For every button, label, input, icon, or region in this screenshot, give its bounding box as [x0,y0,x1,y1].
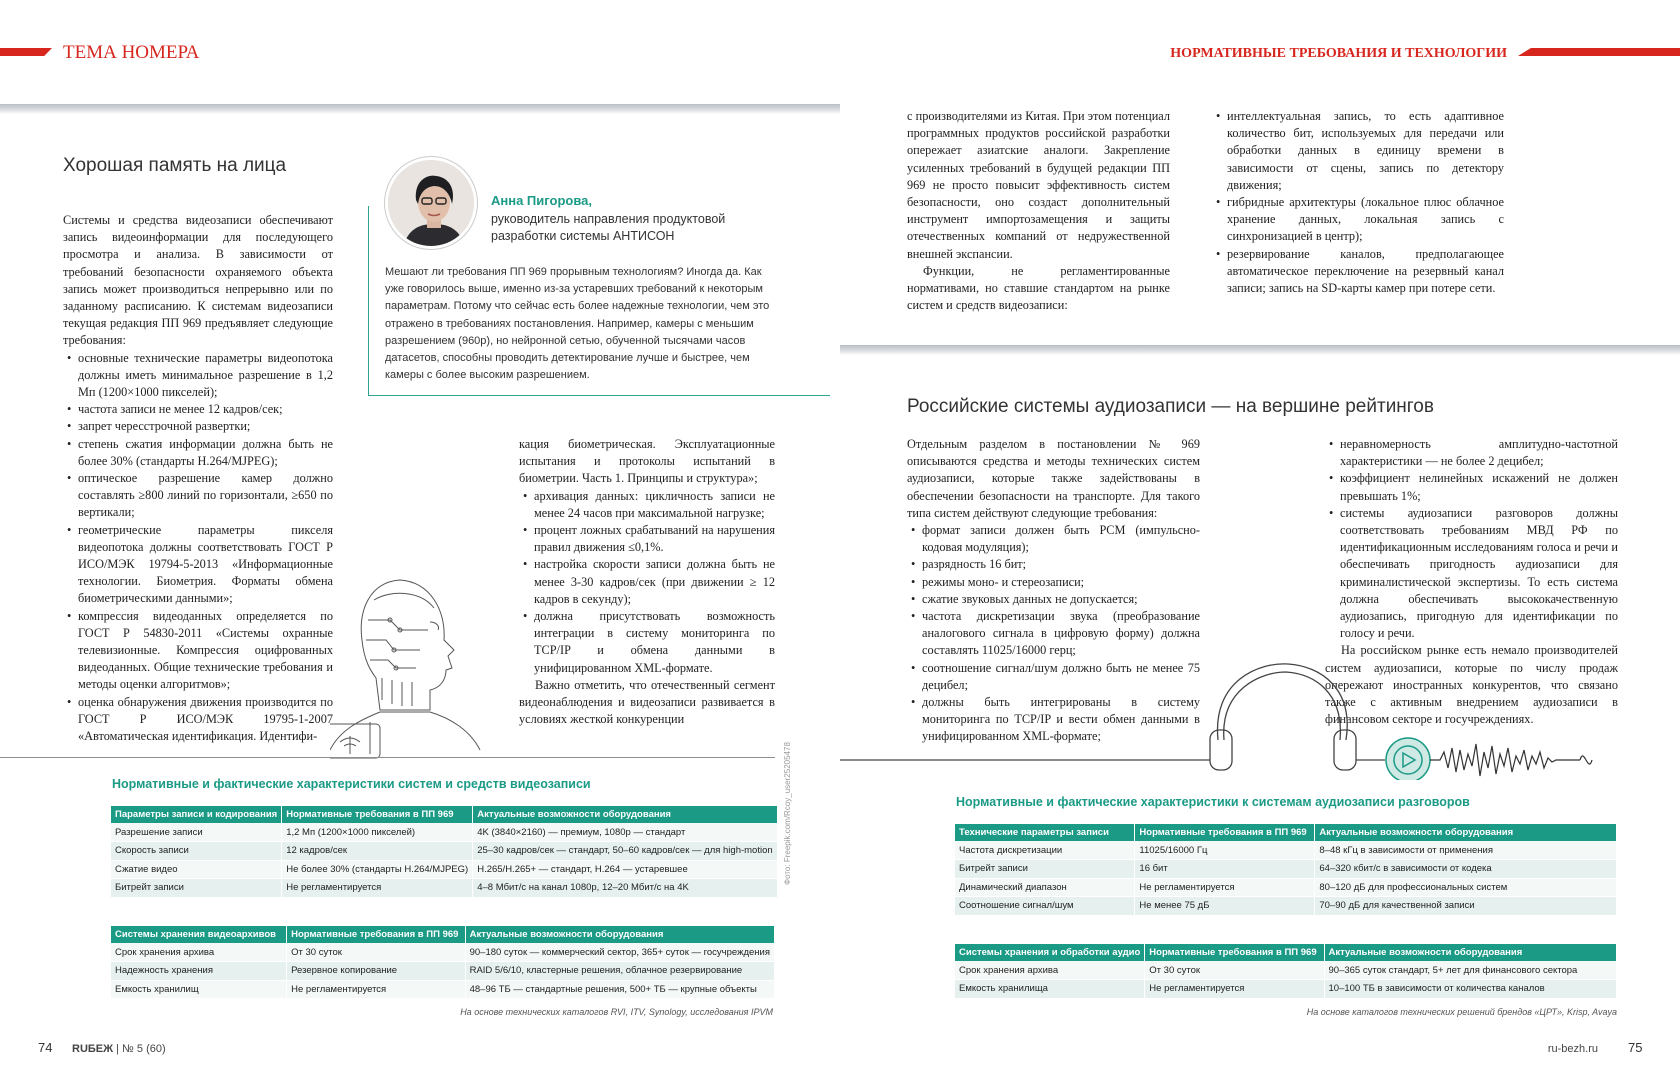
page-number-left: 74 [38,1040,53,1055]
list-item: • формат записи должен быть PCM (импульсно-кодовая модуляция); [922,522,1200,556]
table-cell: Срок хранения архива [955,961,1145,980]
list-item: • оптическое разрешение камер должно составлять ≥800 линий по горизонтали, ≥650 по вертикали; [78,470,333,522]
table-header-row [955,824,1617,841]
video-market-paragraph: Важно отметить, что отечественный сегмент видеонаблюдения и видеозаписи развивается в условиях жесткой конкуренции [519,677,775,727]
audio-table-technical [955,824,1617,916]
video-right-column-2 [1212,108,1504,297]
video-competition-paragraph: с производителями из Китая. При этом потенциал программных продуктов российской разработки опережает азиатские аналоги. Закрепление усиленных требований в будущей редакции ПП 969 не просто повысит эффективность систем безопасности, оно создаст дополнительный инструмент импортозамещения и защиты отечественных компаний от недружественной внешней экспансии. [907,109,1170,261]
list-item: • архивация данных: цикличность записи не менее 24 часов при максимальной нагрузке; [534,488,775,522]
table-header-cell: Параметры записи и кодирования [111,806,282,823]
table-cell: Разрешение записи [111,823,282,842]
table-cell: Битрейт записи [111,879,282,898]
table-cell: 8–48 кГц в зависимости от применения [1315,841,1617,860]
list-item: • соотношение сигнал/шум должно быть не менее 75 децибел; [922,660,1200,694]
table-header-cell: Нормативные требования в ПП 969 [1145,944,1324,961]
list-item: • режимы моно- и стереозаписи; [922,574,1200,591]
table-row [955,961,1617,980]
audio-table-storage [955,944,1617,999]
video-column-2 [519,436,775,728]
table-cell: 80–120 дБ для профессиональных систем [1315,878,1617,897]
table-cell: 4–8 Мбит/с на канал 1080p, 12–20 Мбит/с на 4K [473,879,777,898]
issue-number: | № 5 (60) [116,1043,166,1055]
video-continuation: кация биометрическая. Эксплуатационные испытания и протоколы испытаний в биометрии. Часть 1. Принципы и структура»; [519,437,775,486]
table-header-cell: Нормативные требования в ПП 969 [1135,824,1315,841]
list-item: • компрессия видеоданных определяется по ГОСТ Р 54830-2011 «Системы охранные телевизионные. Компрессия оцифрованных видеоданных. Общие технические требования и методы оценки алгоритмов»; [78,608,333,694]
section-title: ТЕМА НОМЕРА [63,42,200,63]
video-table-storage [111,926,775,999]
video-table-title: Нормативные и фактические характеристики систем и средств видеозаписи [112,777,591,791]
table-cell: 12 кадров/сек [282,842,473,861]
table-cell: Частота дискретизации [955,841,1135,860]
table-header-cell: Нормативные требования в ПП 969 [287,926,465,943]
table-cell: Не более 30% (стандарты H.264/MJPEG) [282,860,473,879]
list-item: • системы аудиозаписи разговоров должны соответствовать требованиям МВД РФ по идентификационным исследованиям голоса и речи и обеспечивать пригодность аудиозаписи для криминалистической экспертизы. То есть система должна обеспечивать высококачественную аудиозапись, пригодную для идентификации по голосу и речи. [1340,505,1618,643]
footer-magazine [72,1043,166,1055]
audio-market-paragraph: На российском рынке есть немало производителей систем аудиозаписи, которые по числу продаж опережают иностранных конкурентов, что связано также с активным внедрением аудиозаписи в финансовом секторе и госучреждениях. [1325,643,1618,727]
video-table-source: На основе технических каталогов RVI, ITV, Synology, исследования IPVM [460,1007,773,1017]
site-link[interactable]: ru-bezh.ru [1547,1043,1598,1055]
table-cell: Не регламентируется [282,879,473,898]
expert-name: Анна Пигорова, [491,193,592,208]
table-row [111,980,775,999]
rubric-title: НОРМАТИВНЫЕ ТРЕБОВАНИЯ И ТЕХНОЛОГИИ [1170,46,1507,61]
video-requirements-list-2 [519,488,775,677]
table-header-row [111,806,777,823]
video-requirements-list [63,350,333,746]
video-column-1 [63,212,333,745]
list-item: • оценка обнаружения движения производится по ГОСТ Р ИСО/МЭК 19795-1-2007 «Автоматическая идентификация. Идентифи- [78,694,333,746]
table-header-cell: Актуальные возможности оборудования [473,806,777,823]
table-cell: Резервное копирование [287,962,465,981]
table-cell: Емкость хранилищ [111,980,287,999]
list-item: • запрет чересстрочной развертки; [78,418,333,435]
table-cell: H.265/H.265+ — стандарт, H.264 — устаревшее [473,860,777,879]
video-right-column-1 [907,108,1170,314]
video-functions-list [1212,108,1504,297]
list-item: • геометрические параметры пикселя видеопотока должны соответствовать ГОСТ Р ИСО/МЭК 19794-5-2013 «Информационные технологии. Биометрия. Форматы обмена биометрическими данными»; [78,522,333,608]
divider-band-left [0,104,840,114]
header-right-bar [1518,48,1680,56]
audio-table-title: Нормативные и фактические характеристики к системам аудиозаписи разговоров [956,795,1470,809]
table-cell: Сжатие видео [111,860,282,879]
table-row [111,860,777,879]
table-row [111,823,777,842]
table-header-row [111,926,775,943]
table-cell: 1,2 Мп (1200×1000 пикселей) [282,823,473,842]
table-cell: От 30 суток [287,943,465,962]
avatar [385,157,477,249]
headphones-waveform-illustration-icon [840,660,1680,780]
table-cell: Не менее 75 дБ [1135,897,1315,916]
table-cell: RAID 5/6/10, кластерные решения, облачное резервирование [465,962,774,981]
table-cell: Не регламентируется [1135,878,1315,897]
table-cell: Надежность хранения [111,962,287,981]
video-intro: Системы и средства видеозаписи обеспечивают запись видеоинформации для последующего просмотра и анализа. В зависимости от требований безопасности охраняемого объекта запись может производиться непрерывно или по заданному расписанию. К системам видеозаписи текущая редакция ПП 969 предъявляет следующие требования: [63,213,333,348]
table-cell: Не регламентируется [287,980,465,999]
table-cell: Скорость записи [111,842,282,861]
list-item: • должна присутствовать возможность интеграции в систему мониторинга по TCP/IP и обмена данными в унифицированном XML-формате. [534,608,775,677]
table-row [955,860,1617,879]
article-heading-audio: Российские системы аудиозаписи — на вершине рейтингов [907,396,1434,417]
table-cell: 48–96 ТБ — стандартные решения, 500+ ТБ — крупные объекты [465,980,774,999]
table-header-cell: Системы хранения видеоархивов [111,926,287,943]
table-cell: Не регламентируется [1145,980,1324,999]
divider-band-right [840,345,1680,355]
expert-role: руководитель направления продуктовой разработки системы АНТИСОН [491,212,726,243]
list-item: • разрядность 16 бит; [922,556,1200,573]
table-cell: От 30 суток [1145,961,1324,980]
video-table-recording [111,806,778,898]
table-cell: Динамический диапазон [955,878,1135,897]
table-header-cell: Актуальные возможности оборудования [1315,824,1617,841]
table-row [111,962,775,981]
page-number-right: 75 [1628,1040,1643,1055]
table-cell: 64–320 кбит/с в зависимости от кодека [1315,860,1617,879]
table-row [955,841,1617,860]
magazine-name: RUБЕЖ [72,1043,114,1055]
table-row [955,980,1617,999]
robot-head-illustration-icon [330,560,500,760]
list-item: • резервирование каналов, предполагающее автоматическое переключение на резервный канал записи; запись на SD-карты камер при потере сети. [1227,246,1504,298]
list-item: • настройка скорости записи должна быть не менее 3-30 кадров/сек (при движении ≥ 12 кадров в секунду); [534,556,775,608]
video-functions-intro: Функции, не регламентированные нормативами, но ставшие стандартом на рынке систем и средств видеозаписи: [907,263,1170,313]
table-cell: 10–100 ТБ в зависимости от количества каналов [1324,980,1617,999]
table-cell: Соотношение сигнал/шум [955,897,1135,916]
table-cell: Битрейт записи [955,860,1135,879]
left-section-rule [0,757,775,758]
table-header-cell: Системы хранения и обработки аудио [955,944,1145,961]
list-item: • основные технические параметры видеопотока должны иметь минимальное разрешение в 1,2 Мп (1200×1000 пикселей); [78,350,333,402]
list-item: • процент ложных срабатываний на нарушения правил движения ≤0,1%. [534,522,775,556]
list-item: • частота дискретизации звука (преобразование аналогового сигнала в цифровую форму) должна составлять 11025/16000 герц; [922,608,1200,660]
table-cell: 11025/16000 Гц [1135,841,1315,860]
list-item: • должны быть интегрированы в систему мониторинга по TCP/IP и вести обмен данными в унифицированном XML-формате; [922,694,1200,746]
audio-requirements-list-2 [1325,436,1618,642]
table-cell: 4K (3840×2160) — премиум, 1080p — стандарт [473,823,777,842]
list-item: • сжатие звуковых данных не допускается; [922,591,1200,608]
table-row [955,878,1617,897]
table-row [111,879,777,898]
table-header-cell: Нормативные требования в ПП 969 [282,806,473,823]
table-cell: Емкость хранилища [955,980,1145,999]
table-header-cell: Актуальные возможности оборудования [465,926,774,943]
table-cell: 25–30 кадров/сек — стандарт, 50–60 кадров/сек — для high-motion [473,842,777,861]
table-header-cell: Актуальные возможности оборудования [1324,944,1617,961]
list-item: • интеллектуальная запись, то есть адаптивное количество бит, используемых для передачи или обработки данных в единицу времени в зависимости от сцены, запись по детектору движения; [1227,108,1504,194]
expert-quote: Мешают ли требования ПП 969 прорывным технологиям? Иногда да. Как уже говорилось выше, именно из-за устаревших требований к некоторым параметрам. Потому что сейчас есть более надежные технологии, чем это отражено в требованиях постановления. Например, камеры с меньшим разрешением (960p), но нейронной сетью, обученной тысячами часов датасетов, способны проводить детектирование лучше и быстрее, чем камеры с более высоким разрешением. [385,266,770,382]
audio-table-source: На основе каталогов технических решений брендов «ЦРТ», Krisp, Avaya [1306,1007,1617,1017]
table-cell: Срок хранения архива [111,943,287,962]
photo-credit: Фото: Freepik.com/Rcoy_user25205478 [783,742,792,885]
table-row [111,943,775,962]
list-item: • гибридные архитектуры (локальное плюс облачное хранение данных, локальная запись с синхронизацией в центр); [1227,194,1504,246]
table-cell: 90–180 суток — коммерческий сектор, 365+ суток — госучреждения [465,943,774,962]
list-item: • неравномерность амплитудно-частотной характеристики — не более 2 децибел; [1340,436,1618,470]
table-cell: 16 бит [1135,860,1315,879]
table-cell: 70–90 дБ для качественной записи [1315,897,1617,916]
table-header-row [955,944,1617,961]
header-left-bar [0,48,52,56]
table-row [955,897,1617,916]
list-item: • частота записи не менее 12 кадров/сек; [78,401,333,418]
list-item: • коэффициент нелинейных искажений не должен превышать 1%; [1340,470,1618,504]
article-heading-video: Хорошая память на лица [63,155,287,176]
list-item: • степень сжатия информации должна быть не более 30% (стандарты H.264/MJPEG); [78,436,333,470]
table-header-cell: Технические параметры записи [955,824,1135,841]
audio-intro: Отдельным разделом в постановлении № 969 описываются средства и методы технических систем аудиозаписи, которые также задействованы в обеспечении безопасности на транспорте. Для такого типа систем действуют следующие требования: [907,437,1200,520]
table-cell: 90–365 суток стандарт, 5+ лет для финансового сектора [1324,961,1617,980]
table-row [111,842,777,861]
